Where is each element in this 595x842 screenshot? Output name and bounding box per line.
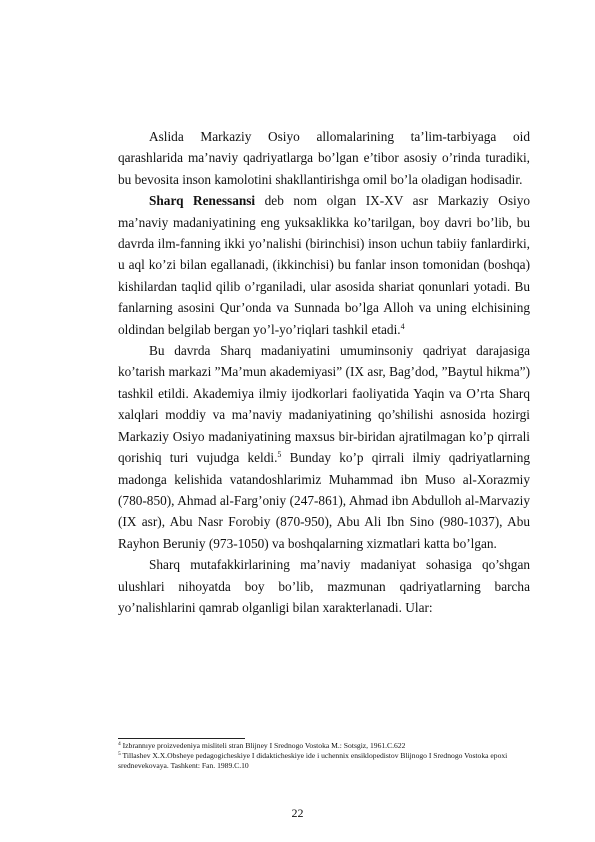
footnotes [118, 741, 530, 772]
footnote-5 [118, 751, 530, 771]
term-sharq-renessansi: Sharq Renessansi [149, 193, 256, 209]
paragraph-4-text: Sharq mutafakkirlarining ma’naviy madaniyat sohasiga qo’shgan ulushlari nihoyatda boy bo’lib, mazmunan qadriyatlarning barcha yo’nalishlarini qamrab olganligi bilan xarakterlanadi. Ular: [118, 557, 530, 615]
footnote-mark: 4 [118, 741, 121, 747]
paragraph-3-text-a: Bu davrda Sharq madaniyatini umuminsoniy qadriyat darajasiga ko’tarish markazi ”Ma’mun akademiyasi” (IX asr, Bag’dod, ”Baytul hikma”) tashkil etildi. Akademiya ilmiy ijodkorlari faoliyatida Yaqin va O’rta Sharq xalqlari moddiy va ma’naviy madaniyatining qo’shilishi asnosida hozirgi Markaziy Osiyo madaniyatining maxsus bir-biridan ajratilmagan ko’p qirrali qorishiq turi vujudga keldi. [118, 343, 530, 466]
paragraph-3 [118, 340, 530, 554]
footnote-ref-5[interactable]: 5 [277, 450, 282, 460]
paragraph-1 [118, 126, 530, 190]
paragraph-2 [118, 190, 530, 340]
footnote-text: Tillashev X.X.Obsheye pedagogicheskiye I didakticheskiye ide i uchennix ensiklopedistov Blijnogo I Srednogo Vostoka epoxi srednevekovaya. Tashkent: Fan. 1989.C.10 [118, 751, 508, 771]
footnote-divider [118, 738, 245, 739]
footnote-4 [118, 741, 530, 751]
page-number: 22 [291, 806, 304, 820]
paragraph-1-text: Aslida Markaziy Osiyo allomalarining ta’lim-tarbiyaga oid qarashlarida ma’naviy qadriyatlarga bo’lgan e’tibor asosiy o’rinda turadiki, bu bevosita inson kamolotini shakllantirishga omil bo’la oladigan hodisadir. [118, 129, 530, 187]
paragraph-2-text: deb nom olgan IX-XV asr Markaziy Osiyo ma’naviy madaniyatining eng yuksaklikka ko’tarilgan, boy davri bo’lib, bu davrda ilm-fanning ikki yo’nalishi (birinchisi) inson uchun tabiiy fanlardirki, u aql ko’zi bilan egallanadi, (ikkinchisi) bu fanlar inson tomonidan (boshqa) kishilardan taqlid qilib o’rganiladi, ular asosida shariat qonunlari yotadi. Bu fanlarning asosini Qur’onda va Sunnada bo’lga Alloh va uning elchisining oldindan belgilab bergan yo’l-yo’riqlari tashkil etadi. [118, 193, 530, 337]
footnote-text: Izbrannıye proizvedeniya misliteli stran Blijney I Srednogo Vostoka M.: Sotsgiz, 1961.C.622 [120, 741, 406, 750]
body-text [118, 126, 530, 618]
footnote-ref-4[interactable]: 4 [400, 321, 405, 331]
paragraph-4 [118, 554, 530, 618]
footnote-mark: 5 [118, 751, 121, 758]
paragraph-3-text-b: Bunday ko’p qirrali ilmiy qadriyatlarning madonga kelishida vatandoshlarimiz Muhammad ibn Muso al-Xorazmiy (780-850), Ahmad al-Farg’oniy (247-861), Ahmad ibn Abdulloh al-Marvaziy (IX asr), Abu Nasr Forobiy (870-950), Abu Ali Ibn Sino (980-1037), Abu Rayhon Beruniy (973-1050) va boshqalarning xizmatlari katta bo’lgan. [118, 450, 530, 551]
